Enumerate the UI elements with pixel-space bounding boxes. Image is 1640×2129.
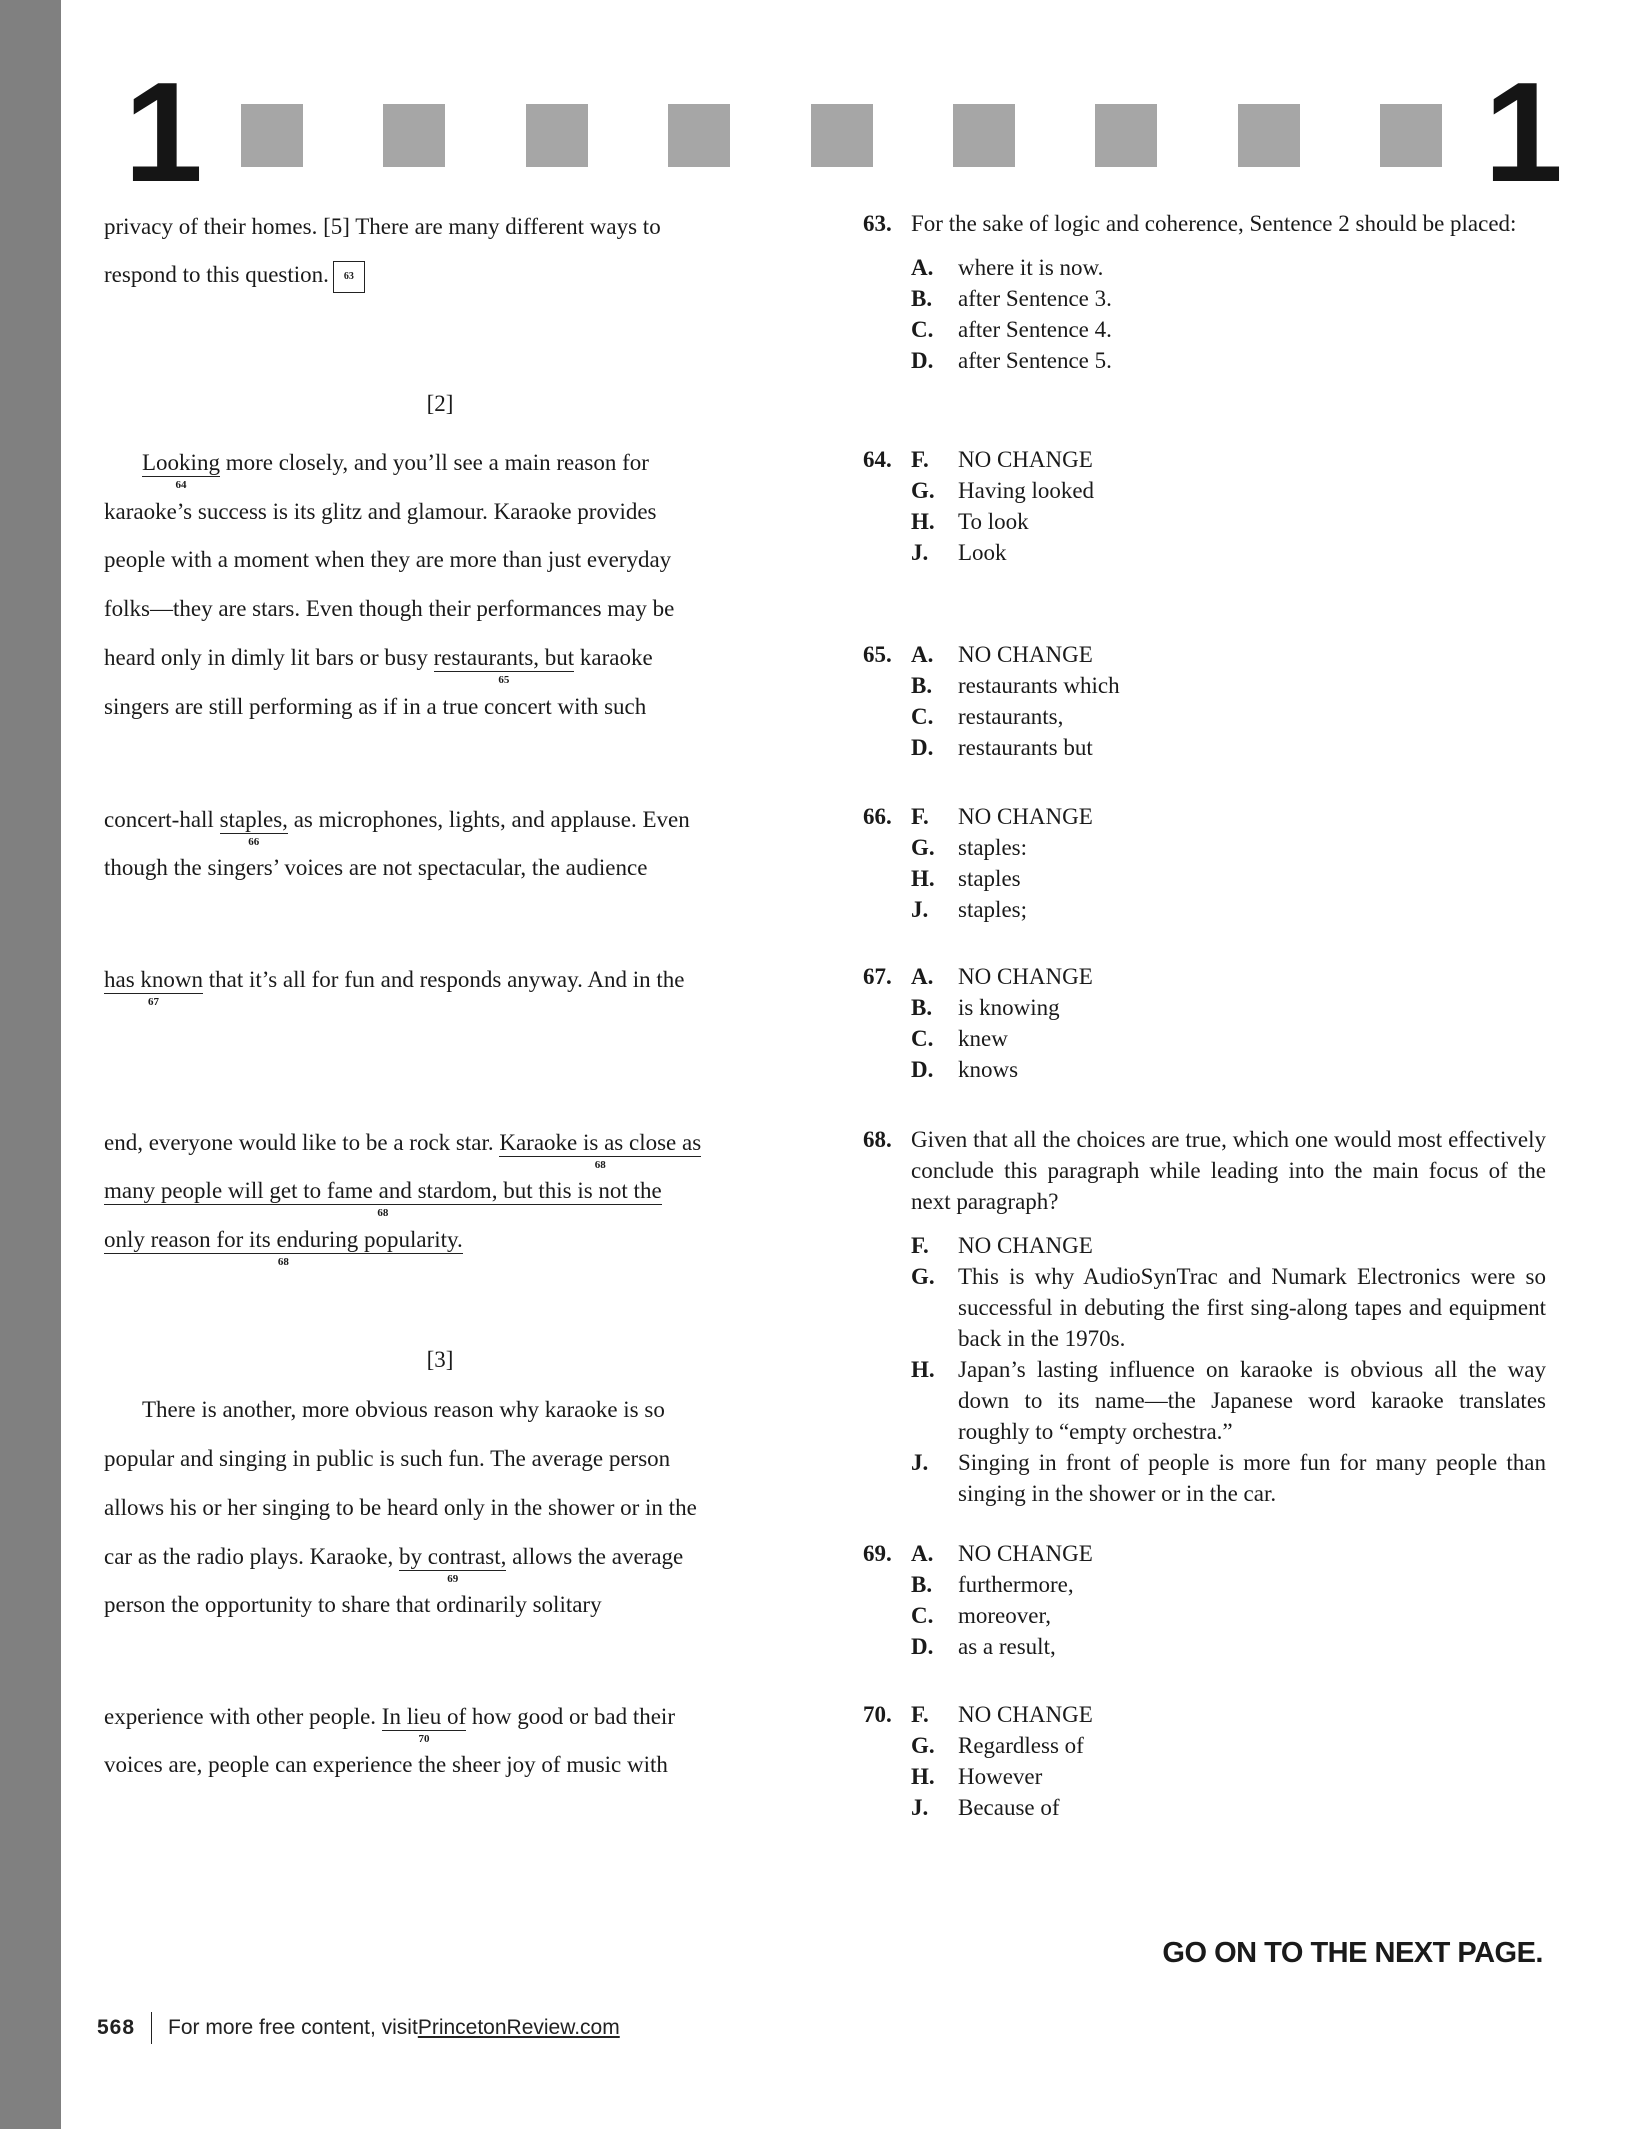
underlined-text: has known xyxy=(104,967,204,992)
passage-line xyxy=(104,447,649,491)
option-text: Singing in front of people is more fun for many people than singing in the shower or in the car. xyxy=(958,1450,1546,1506)
question-number: 65. xyxy=(863,642,892,667)
answer-option[interactable] xyxy=(911,701,1546,732)
option-letter: H. xyxy=(911,866,935,891)
passage-line xyxy=(104,964,685,1008)
question-70 xyxy=(863,1699,1546,1823)
header-square xyxy=(241,104,303,167)
underlined-portion[interactable] xyxy=(142,450,220,491)
answer-option[interactable] xyxy=(911,1699,1546,1730)
option-letter: J. xyxy=(911,1450,929,1475)
answer-option[interactable] xyxy=(911,832,1546,863)
answer-option[interactable] xyxy=(911,670,1546,701)
option-text: staples; xyxy=(958,897,1027,922)
question-number-marker: 66 xyxy=(248,836,260,848)
passage-text: end, everyone would like to be a rock star. xyxy=(104,1130,500,1155)
option-letter: B. xyxy=(911,673,933,698)
go-on-notice: GO ON TO THE NEXT PAGE. xyxy=(1162,1937,1543,1969)
answer-option[interactable] xyxy=(911,1447,1546,1509)
passage-text: concert-hall xyxy=(104,807,220,832)
passage-text: that it’s all for fun and responds anyway. And in the xyxy=(203,967,685,992)
underlined-portion[interactable] xyxy=(104,1178,662,1219)
option-text: moreover, xyxy=(958,1603,1051,1628)
option-letter: G. xyxy=(911,1733,935,1758)
passage-text: car as the radio plays. Karaoke, xyxy=(104,1544,400,1569)
header-square xyxy=(526,104,588,167)
option-text: after Sentence 5. xyxy=(958,348,1112,373)
page-edge-bar xyxy=(0,0,61,2129)
option-letter: D. xyxy=(911,348,934,373)
underlined-portion[interactable] xyxy=(433,645,575,686)
answer-option[interactable] xyxy=(911,345,1546,376)
underlined-text: Looking xyxy=(142,450,220,475)
section-number-left: 1 xyxy=(124,53,199,212)
answer-option[interactable] xyxy=(911,1230,1546,1261)
option-letter: H. xyxy=(911,1764,935,1789)
underlined-portion[interactable] xyxy=(399,1544,507,1585)
passage-text: heard only in dimly lit bars or busy xyxy=(104,645,434,670)
underlined-text: Karaoke is as close as xyxy=(499,1130,702,1155)
question-number-marker: 64 xyxy=(175,479,187,491)
option-text: after Sentence 4. xyxy=(958,317,1112,342)
option-text: Japan’s lasting influence on karaoke is obvious all the way down to its name—the Japanese word karaoke translates roughly to “empty orchestra.” xyxy=(958,1357,1546,1444)
passage-text: more closely, and you’ll see a main reason for xyxy=(219,450,649,475)
underlined-portion[interactable] xyxy=(104,967,204,1008)
header-square xyxy=(383,104,445,167)
passage-line xyxy=(104,691,646,723)
answer-option[interactable] xyxy=(911,894,1546,925)
option-text: knows xyxy=(958,1057,1019,1082)
passage-text: There is another, more obvious reason why karaoke is so xyxy=(142,1397,665,1422)
passage-line xyxy=(104,1492,697,1524)
header-square xyxy=(1095,104,1157,167)
option-text: where it is now. xyxy=(958,255,1104,280)
underlined-portion[interactable] xyxy=(104,1227,463,1268)
passage-line xyxy=(104,1443,670,1475)
header-square xyxy=(1238,104,1300,167)
answer-option[interactable] xyxy=(911,863,1546,894)
passage-line xyxy=(104,852,647,884)
answer-option[interactable] xyxy=(911,475,1546,506)
option-letter: C. xyxy=(911,1603,934,1628)
header-square xyxy=(668,104,730,167)
question-67 xyxy=(863,961,1546,1085)
option-letter: F. xyxy=(911,1233,929,1258)
passage-text: folks—they are stars. Even though their performances may be xyxy=(104,596,675,621)
question-number-marker: 69 xyxy=(447,1573,459,1585)
passage-line xyxy=(104,544,671,576)
passage-line xyxy=(104,1175,662,1219)
answer-option[interactable] xyxy=(911,1600,1546,1631)
passage-text: allows the average xyxy=(506,1544,684,1569)
answer-option[interactable] xyxy=(911,1023,1546,1054)
option-text: restaurants, xyxy=(958,704,1064,729)
answer-option[interactable] xyxy=(911,732,1546,763)
passage-line xyxy=(104,1394,665,1426)
header-square xyxy=(811,104,873,167)
option-text: restaurants which xyxy=(958,673,1120,698)
header-square xyxy=(953,104,1015,167)
question-number-marker: 68 xyxy=(277,1256,289,1268)
section-number-right: 1 xyxy=(1484,53,1559,212)
answer-option[interactable] xyxy=(911,992,1546,1023)
question-stem: Given that all the choices are true, which one would most effectively conclude this paragraph while leading into the main focus of the next paragraph? xyxy=(911,1127,1546,1214)
answer-option[interactable] xyxy=(911,1730,1546,1761)
question-number: 68. xyxy=(863,1127,892,1152)
option-text: knew xyxy=(958,1026,1008,1051)
answer-option[interactable] xyxy=(911,1631,1546,1662)
answer-option[interactable] xyxy=(911,639,1546,670)
passage-text: singers are still performing as if in a true concert with such xyxy=(104,694,647,719)
option-letter: C. xyxy=(911,317,934,342)
passage-text: experience with other people. xyxy=(104,1704,382,1729)
underlined-text: In lieu of xyxy=(381,1704,467,1729)
option-letter: G. xyxy=(911,835,935,860)
underlined-text: by contrast, xyxy=(399,1544,507,1569)
passage-text: allows his or her singing to be heard only in the shower or in the xyxy=(104,1495,697,1520)
footer xyxy=(97,2012,620,2044)
passage-text: privacy of their homes. [5] There are many different ways to xyxy=(104,214,661,239)
option-letter: D. xyxy=(911,1634,934,1659)
question-number: 64. xyxy=(863,447,892,472)
option-letter: C. xyxy=(911,1026,934,1051)
question-number-marker: 65 xyxy=(498,674,510,686)
option-letter: C. xyxy=(911,704,934,729)
question-63 xyxy=(863,208,1546,376)
passage-line xyxy=(104,496,657,528)
answer-option[interactable] xyxy=(911,537,1546,568)
option-letter: A. xyxy=(911,964,934,989)
passage-line xyxy=(104,1224,463,1268)
passage-line xyxy=(104,1589,602,1621)
answer-option[interactable] xyxy=(911,801,1546,832)
passage-text: people with a moment when they are more than just everyday xyxy=(104,547,672,572)
option-text: restaurants but xyxy=(958,735,1093,760)
question-number-marker: 68 xyxy=(594,1159,606,1171)
footer-text: For more free content, visit xyxy=(168,2016,418,2039)
option-letter: J. xyxy=(911,897,929,922)
passage-line xyxy=(104,211,661,243)
passage-line xyxy=(104,388,776,420)
question-number-marker: 70 xyxy=(418,1733,430,1745)
option-letter: F. xyxy=(911,1702,929,1727)
option-letter: B. xyxy=(911,286,933,311)
question-stem: For the sake of logic and coherence, Sentence 2 should be placed: xyxy=(911,211,1517,236)
passage-text: popular and singing in public is such fun. The average person xyxy=(104,1446,671,1471)
option-text: Because of xyxy=(958,1795,1060,1820)
option-text: staples xyxy=(958,866,1021,891)
option-letter: H. xyxy=(911,509,935,534)
underlined-portion[interactable] xyxy=(381,1704,467,1745)
option-text: staples: xyxy=(958,835,1027,860)
passage-text: [3] xyxy=(426,1347,454,1372)
option-text: NO CHANGE xyxy=(958,1541,1093,1566)
passage-text: how good or bad their xyxy=(466,1704,675,1729)
passage-line xyxy=(104,1749,668,1781)
underlined-text: restaurants, but xyxy=(433,645,575,670)
answer-option[interactable] xyxy=(911,1761,1546,1792)
passage-text: respond to this question. xyxy=(104,262,329,287)
question-number: 70. xyxy=(863,1702,892,1727)
option-letter: H. xyxy=(911,1357,935,1382)
option-text: NO CHANGE xyxy=(958,447,1093,472)
option-letter: G. xyxy=(911,478,935,503)
option-text: NO CHANGE xyxy=(958,804,1093,829)
option-letter: B. xyxy=(911,995,933,1020)
question-number: 66. xyxy=(863,804,892,829)
passage-line xyxy=(104,1127,702,1171)
option-letter: D. xyxy=(911,735,934,760)
underlined-portion[interactable] xyxy=(219,807,288,848)
answer-option[interactable] xyxy=(911,1792,1546,1823)
underlined-text: many people will get to fame and stardom, but this is not the xyxy=(104,1178,662,1203)
option-text: NO CHANGE xyxy=(958,964,1093,989)
question-number: 63. xyxy=(863,211,892,236)
passage-line xyxy=(104,1541,684,1585)
question-number-marker: 68 xyxy=(377,1207,389,1219)
option-letter: D. xyxy=(911,1057,934,1082)
option-letter: A. xyxy=(911,255,934,280)
passage-line xyxy=(104,593,674,625)
option-text: However xyxy=(958,1764,1043,1789)
passage-line xyxy=(104,642,653,686)
answer-option[interactable] xyxy=(911,1261,1546,1354)
answer-option[interactable] xyxy=(911,444,1546,475)
footer-link[interactable]: PrincetonReview.com xyxy=(417,2016,620,2039)
question-box-marker[interactable]: 63 xyxy=(333,261,365,293)
passage-line xyxy=(104,804,690,848)
option-text: Having looked xyxy=(958,478,1095,503)
question-number: 67. xyxy=(863,964,892,989)
answer-option[interactable] xyxy=(911,961,1546,992)
answer-option[interactable] xyxy=(911,506,1546,537)
underlined-text: staples, xyxy=(219,807,288,832)
option-letter: J. xyxy=(911,540,929,565)
answer-option[interactable] xyxy=(911,252,1546,283)
passage-text: voices are, people can experience the sheer joy of music with xyxy=(104,1752,668,1777)
question-68 xyxy=(863,1124,1546,1509)
answer-option[interactable] xyxy=(911,283,1546,314)
option-text: This is why AudioSynTrac and Numark Electronics were so successful in debuting the first sing-along tapes and equipment back in the 1970s. xyxy=(958,1264,1546,1351)
answer-option[interactable] xyxy=(911,314,1546,345)
option-text: Regardless of xyxy=(958,1733,1084,1758)
option-letter: G. xyxy=(911,1264,935,1289)
option-text: is knowing xyxy=(958,995,1060,1020)
underlined-text: only reason for its enduring popularity. xyxy=(104,1227,463,1252)
option-text: Look xyxy=(958,540,1007,565)
page-number: 568 xyxy=(97,2016,136,2039)
option-text: NO CHANGE xyxy=(958,642,1093,667)
option-letter: A. xyxy=(911,642,934,667)
option-text: To look xyxy=(958,509,1029,534)
option-text: furthermore, xyxy=(958,1572,1074,1597)
option-text: NO CHANGE xyxy=(958,1233,1093,1258)
option-letter: A. xyxy=(911,1541,934,1566)
option-letter: B. xyxy=(911,1572,933,1597)
answer-option[interactable] xyxy=(911,1054,1546,1085)
answer-option[interactable] xyxy=(911,1538,1546,1569)
passage-line xyxy=(104,1344,776,1376)
passage-line xyxy=(104,1701,675,1745)
question-number-marker: 67 xyxy=(148,996,160,1008)
question-64 xyxy=(863,444,1546,568)
passage-line xyxy=(104,259,365,291)
footer-divider xyxy=(151,2012,152,2044)
passage-text: person the opportunity to share that ordinarily solitary xyxy=(104,1592,602,1617)
option-letter: J. xyxy=(911,1795,929,1820)
passage-text: karaoke’s success is its glitz and glamour. Karaoke provides xyxy=(104,499,657,524)
question-number: 69. xyxy=(863,1541,892,1566)
passage-text: [2] xyxy=(426,391,454,416)
underlined-portion[interactable] xyxy=(499,1130,702,1171)
option-letter: F. xyxy=(911,447,929,472)
option-letter: F. xyxy=(911,804,929,829)
header-square xyxy=(1380,104,1442,167)
option-text: NO CHANGE xyxy=(958,1702,1093,1727)
passage-text: though the singers’ voices are not spectacular, the audience xyxy=(104,855,648,880)
answer-option[interactable] xyxy=(911,1354,1546,1447)
option-text: as a result, xyxy=(958,1634,1056,1659)
question-65 xyxy=(863,639,1546,763)
question-69 xyxy=(863,1538,1546,1662)
answer-option[interactable] xyxy=(911,1569,1546,1600)
option-text: after Sentence 3. xyxy=(958,286,1112,311)
passage-text: karaoke xyxy=(574,645,653,670)
passage-text: as microphones, lights, and applause. Even xyxy=(287,807,690,832)
question-66 xyxy=(863,801,1546,925)
